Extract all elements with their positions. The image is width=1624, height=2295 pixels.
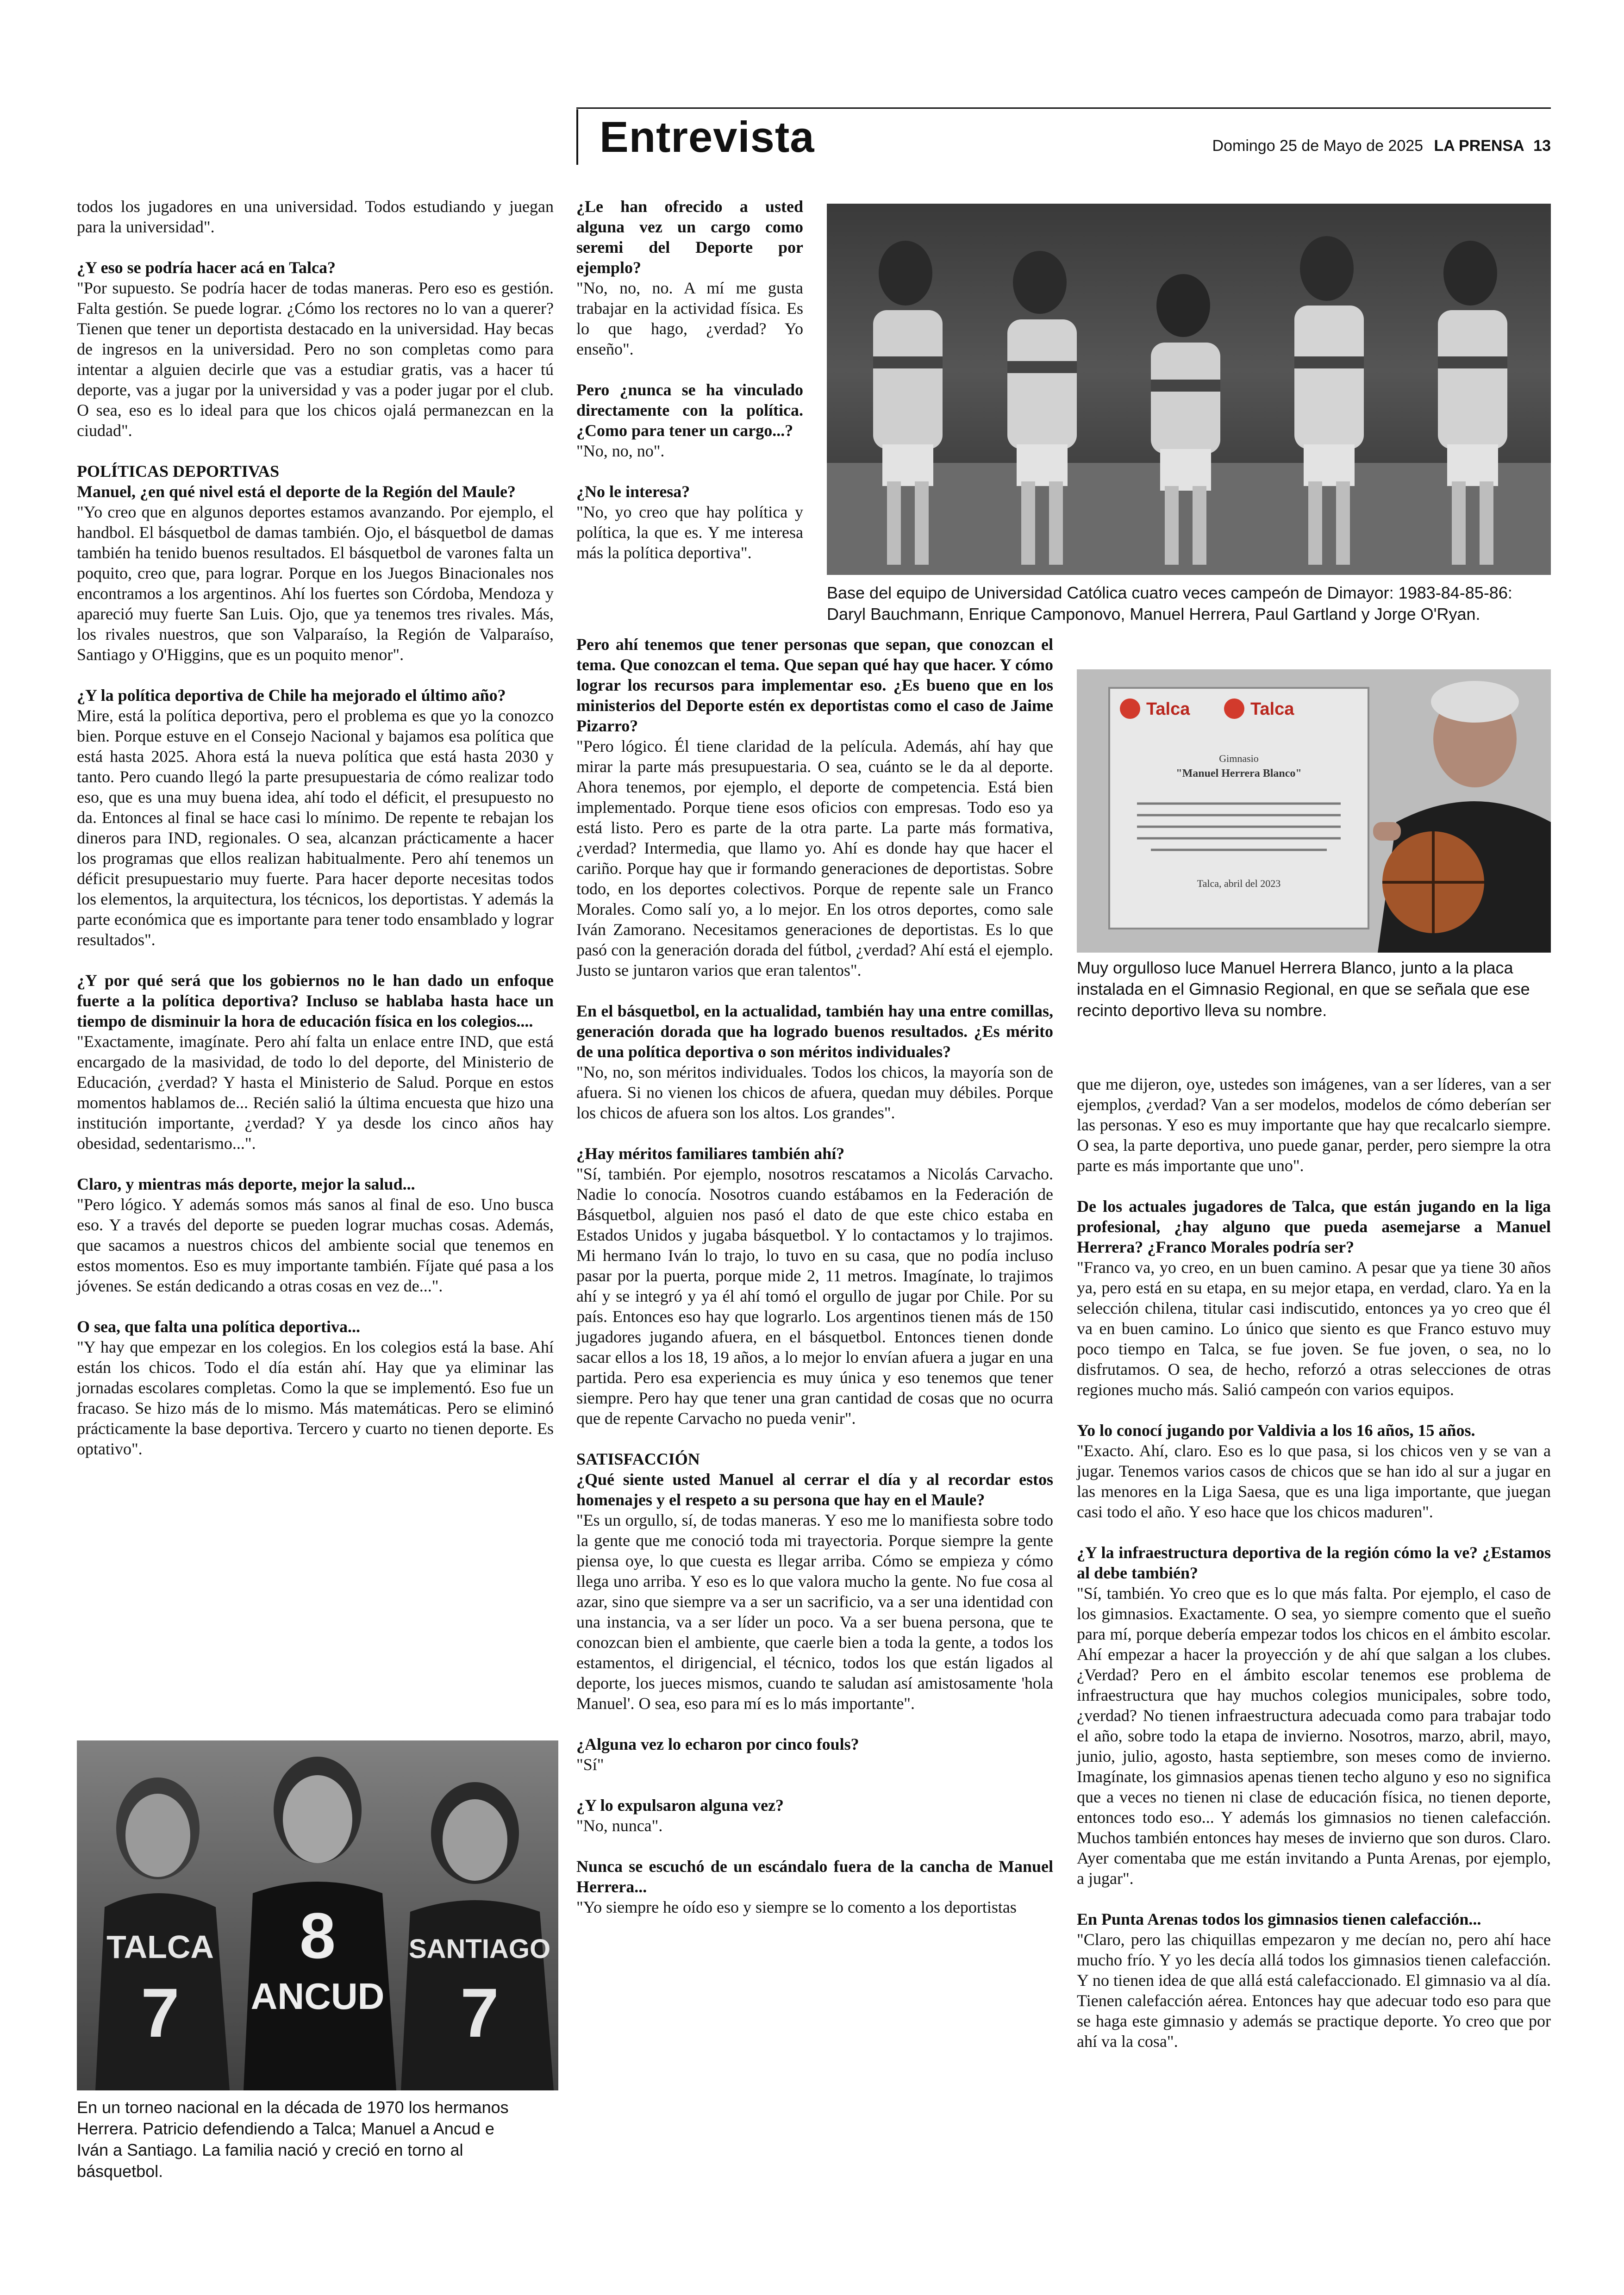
answer: Mire, está la política deportiva, pero el problema es que yo la conozco bien. Porque estuve en el Consejo Nacional y bajamos esa política que está hasta 2025. Ahora está la nueva política que está hasta 2030 y tanto. Pero cuando llegó la parte presupuestaria de cómo realizar todo eso, que es una muy buena idea, ahí todo el déficit, el presupuesto no da. Entonces al final se hace casi lo mínimo. De repente te rebajan los dineros para IND, regionales. O sea, alcanzan prácticamente a hacer los programas que ellos realizan habitualmente. Pero ahí tenemos un déficit presupuestario muy fuerte. Para hacer deporte necesitas todos los elementos, la arquitectura, los técnicos, los deportistas. Y además la parte económica que es importante para tener todo ensamblado y lograr resultados". bbox=[77, 706, 554, 949]
question: En el básquetbol, en la actualidad, también hay una entre comillas, generación dorada que ha logrado buenos resultados. ¿Es mérito de una política deportiva o son méritos individuales? bbox=[576, 1002, 1053, 1061]
answer: "Por supuesto. Se podría hacer de todas maneras. Pero eso es gestión. Falta gestión. Se puede lograr. ¿Cómo los rectores no lo van a querer? Tienen que tener un deportista destacado en la universidad. Hay becas de ingresos en la universidad. Pero no son completas como para intentar a alguien decirle que vas a estudiar gratis, vas a hacer tú deporte, vas a jugar por la universidad y vas a poder jugar por el club. O sea, eso es lo ideal para que los chicos ojalá permanezcan en la ciudad". bbox=[77, 279, 554, 440]
photo-uc-team bbox=[827, 204, 1551, 575]
column-1 bbox=[77, 196, 554, 1479]
paragraph: todos los jugadores en una universidad. Todos estudiando y juegan para la universidad". bbox=[77, 197, 554, 236]
subhead: POLÍTICAS DEPORTIVAS bbox=[77, 462, 280, 480]
column-2-upper bbox=[576, 196, 803, 583]
question: Claro, y mientras más deporte, mejor la salud... bbox=[77, 1175, 415, 1193]
question: Manuel, ¿en qué nivel está el deporte de la Región del Maule? bbox=[77, 482, 516, 501]
question: De los actuales jugadores de Talca, que están jugando en la liga profesional, ¿hay alguno que pueda asemejarse a Manuel Herrera? ¿Franco Morales podría ser? bbox=[1077, 1197, 1551, 1256]
dateline bbox=[1212, 137, 1551, 155]
subhead: SATISFACCIÓN bbox=[576, 1450, 700, 1468]
jersey-number-ancud: 8 bbox=[300, 1899, 336, 1972]
question: ¿Le han ofrecido a usted alguna vez un cargo como seremi del Deporte por ejemplo? bbox=[576, 197, 803, 277]
newspaper-name: LA PRENSA bbox=[1434, 137, 1524, 155]
answer: "Franco va, yo creo, en un buen camino. A pesar que ya tiene 30 años ya, pero está en su etapa, en su mejor etapa, en verdad, claro. Ya en la selección chilena, titular casi indiscutido, entonces ya yo creo que él va en buen camino. Lo único que siento es que Franco estuvo muy poco tiempo en Talca, se fue joven. Se fue joven, o sea, no lo disfrutamos. O sea, de hecho, reforzó a otras selecciones de otras regiones mucho más. Salió campeón con varios equipos. bbox=[1077, 1258, 1551, 1399]
answer: "Es un orgullo, sí, de todas maneras. Y eso me lo manifiesta sobre todo la gente que me conoció toda mi trayectoria. Porque siempre la gente piensa oye, lo que cuesta es llegar arriba. Cómo se empieza y cómo llega uno arriba. Y eso es lo que valora mucho la gente. No fue cosa al azar, sino que siempre va a ser un sacrificio, va a ser una identidad con una instancia, va a ser líder un poco. Va a ser buena persona, que te conozcan bien el ambiente, que caerle bien a toda la gente, a todos los estamentos, el dirigencial, el técnico, todos los que están ligados al deporte, los jueces mismos, cuando te saludan así amistosamente 'hola Manuel'. O sea, eso para mí es lo más importante". bbox=[576, 1511, 1053, 1713]
answer: "Exacto. Ahí, claro. Eso es lo que pasa, si los chicos ven y se van a jugar. Tenemos varios casos de chicos que se han ido al sur a jugar en las menores en la Liga Saesa, que es una liga importante, que juegan casi todo el año. Y eso hace que los chicos maduren". bbox=[1077, 1441, 1551, 1521]
question: O sea, que falta una política deportiva... bbox=[77, 1317, 361, 1336]
answer: "Pero lógico. Él tiene claridad de la película. Además, ahí hay que mirar la parte más presupuestaria. O sea, cuánto se le da al deporte. Ahora tenemos, por ejemplo, el deporte de competencia. Está bien implementado. Porque tiene esos oficios con empresas. Todo eso ya está listo. Pero es parte de la otra parte. La parte más formativa, ¿verdad? Intermedia, que llamo yo. Ahí es donde hay que hacer el cariño. Porque hay que ir formando generaciones de deportistas. Sobre todo, en los deportes colectivos. Porque de repente sale un Franco Morales. Como salí yo, a lo mejor. En los otros deportes, como sale Iván Zamorano. Necesitamos generaciones de deportistas. Es lo que pasó con la generación dorada del fútbol, ¿verdad? Ahí está el ejemplo. Justo se juntaron varios que eran talentos". bbox=[576, 737, 1053, 979]
question: En Punta Arenas todos los gimnasios tienen calefacción... bbox=[1077, 1910, 1481, 1928]
header-vertical-rule bbox=[576, 109, 578, 165]
column-2-lower bbox=[576, 634, 1053, 1938]
question: ¿Y eso se podría hacer acá en Talca? bbox=[77, 258, 336, 277]
question: Nunca se escuchó de un escándalo fuera de la cancha de Manuel Herrera... bbox=[576, 1857, 1053, 1896]
answer: "No, nunca". bbox=[576, 1816, 663, 1835]
photo-caption-team: Base del equipo de Universidad Católica cuatro veces campeón de Dimayor: 1983-84-85-86: Daryl Bauchmann, Enrique Camponovo, Manuel Herrera, Paul Gartland y Jorge O'Ryan. bbox=[827, 583, 1512, 624]
question: ¿Y la infraestructura deportiva de la región cómo la ve? ¿Estamos al debe también? bbox=[1077, 1543, 1551, 1582]
question: ¿Qué siente usted Manuel al cerrar el día y al recordar estos homenajes y el respeto a su persona que hay en el Maule? bbox=[576, 1470, 1053, 1509]
header-rule bbox=[576, 107, 1551, 109]
question: ¿Y por qué será que los gobiernos no le han dado un enfoque fuerte a la política deportiva? Incluso se hablaba hasta hace un tiempo de disminuir la hora de educación física en los colegios.... bbox=[77, 971, 554, 1030]
plaque-logo-text-1: Talca bbox=[1146, 699, 1190, 719]
jersey-number-santiago: 7 bbox=[460, 1974, 499, 2052]
photo-illustration bbox=[827, 204, 1551, 575]
answer: "No, yo creo que hay política y política, la que es. Y me interesa más la política deportiva". bbox=[576, 503, 803, 562]
answer: "No, no, no". bbox=[576, 442, 665, 460]
talca-logo-icon bbox=[1120, 698, 1140, 719]
question: Yo lo conocí jugando por Valdivia a los 16 años, 15 años. bbox=[1077, 1421, 1475, 1440]
photo-caption-plaque: Muy orgulloso luce Manuel Herrera Blanco, junto a la placa instalada en el Gimnasio Regional, en que se señala que ese recinto deportivo lleva su nombre. bbox=[1077, 958, 1530, 1020]
plaque-footer: Talca, abril del 2023 bbox=[1197, 878, 1281, 889]
answer: "Pero lógico. Y además somos más sanos al final de eso. Uno busca eso. Y a través del deporte se pueden lograr muchas cosas. Además, que sacamos a nuestros chicos del ambiente social que tenemos en estos momentos. Eso es muy importante también. Fíjate qué pasa a los jóvenes. Se están dedicando a otras cosas en vez de...". bbox=[77, 1195, 554, 1295]
page-number: 13 bbox=[1533, 137, 1551, 155]
question: ¿Hay méritos familiares también ahí? bbox=[576, 1144, 845, 1163]
paragraph: que me dijeron, oye, ustedes son imágenes, van a ser líderes, van a ser ejemplos, ¿verdad? Van a ser modelos, modelos de cómo deberían ser las personas. Y eso es muy importante que hay que recalcarlo siempre. O sea, la parte deportiva, uno puede ganar, perder, pero siempre la otra parte es más importante que uno". bbox=[1077, 1075, 1551, 1175]
answer: "Sí, también. Yo creo que es lo que más falta. Por ejemplo, el caso de los gimnasios. Exactamente. O sea, yo siempre comento que el sueño para mí, porque debería empezar todos los chicos en el ámbito escolar. Ahí empezar a hacer la proyección y de ahí que salgan a los clubes. ¿Verdad? Pero en el ámbito escolar tenemos ese problema de infraestructura que hay muchos colegios municipales, sobre todo, ¿verdad? No tienen infraestructura adecuada como para trabajar todo el año, sobre todo la etapa de invierno. Nosotros, marzo, abril, mayo, junio, julio, agosto, hasta septiembre, son meses como de invierno. Imagínate, los gimnasios apenas tienen techo alguno y eso no significa que a veces no tienen ni clase de educación física, no tienen deporte, entonces todo eso... Y además los gimnasios no tienen calefacción. Muchos también entonces hay meses de invierno que son duros. Claro. Ayer comentaba que me están invitando a Punta Arenas, por ejemplo, a jugar". bbox=[1077, 1584, 1551, 1888]
plaque-name: "Manuel Herrera Blanco" bbox=[1176, 767, 1302, 780]
photo-caption-1970: En un torneo nacional en la década de 1970 los hermanos Herrera. Patricio defendiendo a Talca; Manuel a Ancud e Iván a Santiago. La familia nació y creció en torno al básquetbol. bbox=[77, 2098, 509, 2181]
answer: "Yo creo que en algunos deportes estamos avanzando. Por ejemplo, el handbol. El básquetbol de damas también. Ojo, el básquetbol de damas también ha tenido buenos resultados. El básquetbol de varones falta un poquito, creo que, para lograr. Porque en los Juegos Binacionales nos encontramos a los argentinos. Ahí los fuertes son Córdoba, Mendoza y apareció muy fuerte San Luis. Ojo, que ya tenemos tres rivales. Más, los rivales nuestros, que son Valparaíso, la Región de Valparaíso, Santiago y O'Higgins, que es un poquito menor". bbox=[77, 503, 554, 664]
question: ¿Y la política deportiva de Chile ha mejorado el último año? bbox=[77, 686, 506, 705]
jersey-text-santiago: SANTIAGO bbox=[408, 1934, 551, 1964]
answer: "No, no, son méritos individuales. Todos los chicos, la mayoría son de afuera. Si no vienen los chicos de afuera, quedan muy débiles. Porque los chicos de afuera son los altos. Los grandes". bbox=[576, 1063, 1053, 1122]
answer: "No, no, no. A mí me gusta trabajar en la actividad física. Es lo que hago, ¿verdad? Yo enseño". bbox=[576, 279, 803, 358]
issue-date: Domingo 25 de Mayo de 2025 bbox=[1212, 137, 1424, 155]
photo-illustration bbox=[77, 1740, 558, 2090]
photo-plaque-herrera bbox=[1077, 669, 1551, 953]
answer: "Claro, pero las chiquillas empezaron y me decían no, pero ahí hace mucho frío. Y yo les decía allá todos los gimnasios tienen calefacción. Y no tienen idea de que allá está calefaccionado. El gimnasio va al día. Tienen calefacción aérea. Entonces hay que adecuar todo eso para que se haga este gimnasio y además se practique deporte. Yo creo que por ahí va la cosa". bbox=[1077, 1930, 1551, 2051]
section-title: Entrevista bbox=[600, 112, 815, 161]
question: ¿Alguna vez lo echaron por cinco fouls? bbox=[576, 1735, 859, 1753]
question: ¿Y lo expulsaron alguna vez? bbox=[576, 1796, 784, 1815]
plaque-title: Gimnasio bbox=[1219, 753, 1259, 764]
jersey-text-ancud: ANCUD bbox=[250, 1976, 385, 2017]
talca-logo-icon bbox=[1224, 698, 1244, 719]
answer: "Sí" bbox=[576, 1755, 604, 1774]
answer: "Exactamente, imagínate. Pero ahí falta un enlace entre IND, que está encargado de la masividad, de todo lo del deporte, del Ministerio de Educación, ¿verdad? Y hasta el Ministerio de Salud. Porque en estos momentos hablamos de... Recién salió la última encuesta que hizo una institución importante, ¿verdad? Y ya desde los cinco años hay obesidad, sedentarismo...". bbox=[77, 1032, 554, 1153]
photo-herrera-brothers-1970 bbox=[77, 1740, 558, 2090]
column-3 bbox=[1077, 1074, 1551, 2072]
jersey-text-talca: TALCA bbox=[106, 1929, 214, 1965]
answer: "Yo siempre he oído eso y siempre se lo comento a los deportistas bbox=[576, 1898, 1017, 1916]
jersey-number-talca: 7 bbox=[141, 1974, 180, 2052]
answer: "Y hay que empezar en los colegios. En los colegios está la base. Ahí están los chicos. Todo el día están ahí. Hay que ya eliminar las jornadas escolares completas. Como la que se implementó. Eso fue un fracaso. Se hizo más de lo mismo. Más matemáticas. Pero se eliminó prácticamente la base deportiva. Tercero y cuarto no tienen deporte. Es optativo". bbox=[77, 1338, 554, 1458]
plaque-logo-text-2: Talca bbox=[1250, 699, 1294, 719]
question: ¿No le interesa? bbox=[576, 482, 690, 501]
question: Pero ¿nunca se ha vinculado directamente con la política. ¿Como para tener un cargo...? bbox=[576, 380, 803, 440]
photo-illustration bbox=[1077, 669, 1551, 953]
question: Pero ahí tenemos que tener personas que sepan, que conozcan el tema. Que conozcan el tema. Que sepan qué hay que hacer. Y cómo lograr los recursos para implementar eso. ¿Es bueno que en los ministerios del Deporte estén ex deportistas como el caso de Jaime Pizarro? bbox=[576, 635, 1053, 735]
answer: "Sí, también. Por ejemplo, nosotros rescatamos a Nicolás Carvacho. Nadie lo conocía. Nosotros cuando estábamos en la Federación de Básquetbol, alguien nos pasó el dato de que este chico estaba en Estados Unidos y jugaba básquetbol. Y lo contactamos y lo trajimos. Mi hermano Iván lo trajo, lo tuvo en su casa, que no podía incluso pasar por la puerta, porque mide 2, 11 metros. Imagínate, lo trajimos ahí y se integró y ya él ahí tomó el orgullo de jugar por Chile. Por su país. Entonces eso hay que lograrlo. Los argentinos tienen más de 150 jugadores jugando afuera, en el básquetbol. Entonces tienen donde sacar ellos a los 18, 19 años, a lo mejor lo envían afuera a jugar en una partida. Pero esa experiencia es muy única y eso tenemos que tener siempre. Pero hay que tener una gran cantidad de cosas que no ocurra que de repente Carvacho no pueda venir". bbox=[576, 1165, 1053, 1428]
